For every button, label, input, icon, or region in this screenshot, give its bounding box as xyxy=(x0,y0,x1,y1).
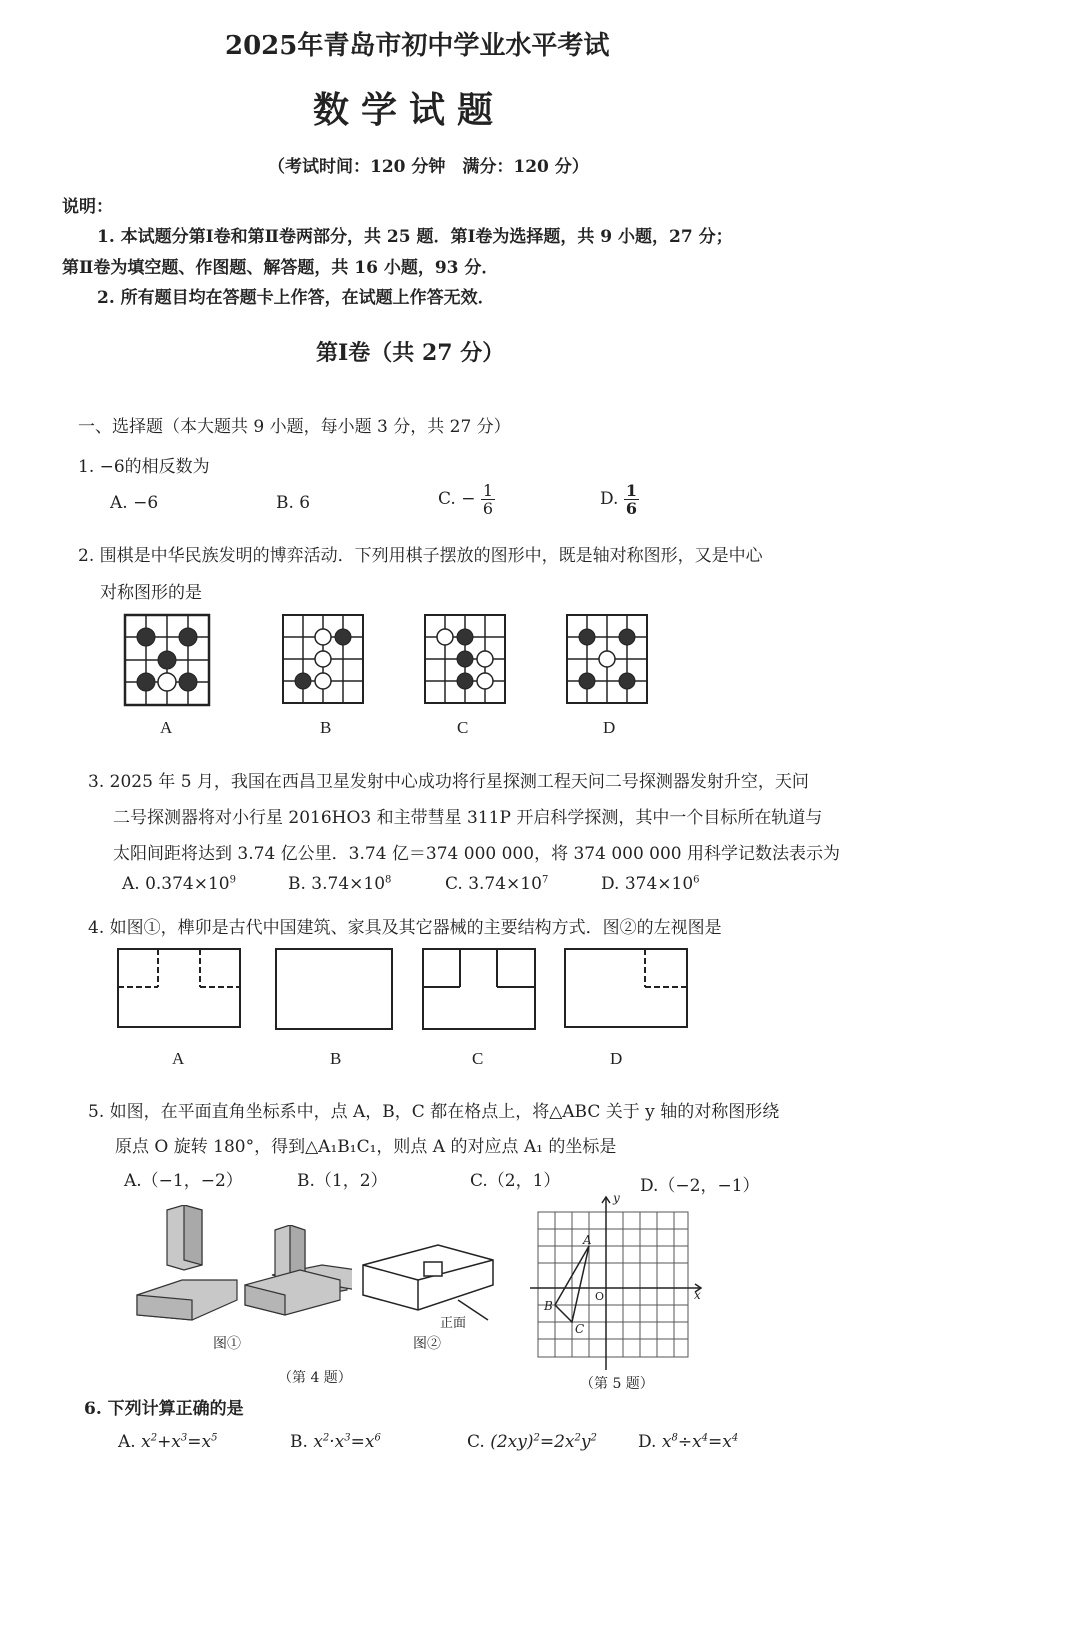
volume-title: 第Ⅰ卷（共 27 分） xyxy=(316,340,505,366)
q6-a-label: A. xyxy=(118,1432,136,1452)
q3-c-base: C. 3.74×10 xyxy=(445,874,542,894)
q1-option-d-fraction xyxy=(624,482,639,517)
q6-b-expr: $x^2\cdot x^3=x^6$ xyxy=(313,1432,381,1452)
q5-origin: O xyxy=(595,1290,605,1303)
q4-view-c xyxy=(423,949,535,1029)
q1-option-d-prefix: D. xyxy=(600,489,619,509)
q1-d-denominator: 6 xyxy=(625,499,637,518)
q5-stem-line2: 原点 O 旋转 180°，得到△A₁B₁C₁，则点 A 的对应点 A₁ 的坐标是 xyxy=(115,1137,617,1157)
q3-option-a xyxy=(122,874,236,894)
q4-stem: 4. 如图①，榫卯是古代中国建筑、家具及其它器械的主要结构方式．图②的左视图是 xyxy=(88,918,722,938)
q3-a-base: A. 0.374×10 xyxy=(122,874,230,894)
q5-point-a: A xyxy=(583,1233,592,1247)
q5-option-b: B.（1，2） xyxy=(297,1171,388,1191)
q5-stem-line1: 5. 如图，在平面直角坐标系中，点 A，B，C 都在格点上，将△ABC 关于 y 轴的对称图形绕 xyxy=(88,1102,780,1122)
q6-stem: 6. 下列计算正确的是 xyxy=(84,1399,244,1419)
q6-b-label: B. xyxy=(290,1432,308,1452)
q2-go-boards xyxy=(115,610,675,715)
q1-option-b: B. 6 xyxy=(276,493,311,513)
q1-option-c xyxy=(438,482,495,517)
q4-figure-1b xyxy=(240,1225,350,1320)
q6-option-b xyxy=(290,1432,381,1452)
q6-option-d xyxy=(638,1432,738,1452)
q3-option-c xyxy=(445,874,548,894)
q3-d-base: D. 374×10 xyxy=(601,874,694,894)
q1-c-numerator: 1 xyxy=(482,481,494,500)
q6-option-a xyxy=(118,1432,218,1452)
q4-view-a xyxy=(118,949,240,1027)
q3-stem-line3: 太阳间距将达到 3.74 亿公里．3.74 亿＝374 000 000，将 374 000 000 用科学记数法表示为 xyxy=(113,844,841,864)
q6-d-label: D. xyxy=(638,1432,657,1452)
q4-label-d: D xyxy=(610,1049,623,1068)
q3-option-d xyxy=(601,874,700,894)
section-title: 一、选择题（本大题共 9 小题，每小题 3 分，共 27 分） xyxy=(78,417,511,437)
instructions-label: 说明： xyxy=(62,197,113,217)
q4-left-view-options xyxy=(110,945,700,1035)
q4-figure-2-label: 图② xyxy=(413,1336,441,1352)
q4-label-c: C xyxy=(472,1049,484,1068)
go-board-a xyxy=(125,615,209,705)
q5-point-c: C xyxy=(575,1322,585,1336)
instructions-line1: 1. 本试题分第Ⅰ卷和第Ⅱ卷两部分，共 25 题．第Ⅰ卷为选择题，共 9 小题，27 分； xyxy=(97,227,733,247)
q3-d-exp: 6 xyxy=(693,874,700,886)
q4-figure-2 xyxy=(358,1240,508,1330)
q5-axis-x: x xyxy=(694,1288,701,1302)
go-board-b xyxy=(283,615,363,703)
q3-stem-line1: 3. 2025 年 5 月，我国在西昌卫星发射中心成功将行星探测工程天问二号探测器发射升空，天问 xyxy=(88,772,809,792)
q5-axis-y: y xyxy=(613,1191,620,1205)
q4-label-a: A xyxy=(172,1049,185,1068)
q3-c-exp: 7 xyxy=(541,874,549,886)
q2-label-a: A xyxy=(160,718,173,737)
subject-title: 数学试题 xyxy=(313,89,506,131)
go-board-d xyxy=(567,615,647,703)
q1-d-numerator: 1 xyxy=(625,481,637,500)
q6-option-c xyxy=(467,1432,597,1452)
q5-coordinate-grid xyxy=(525,1190,710,1375)
q3-a-exp: 9 xyxy=(229,874,237,886)
q3-b-base: B. 3.74×10 xyxy=(288,874,386,894)
exam-info: （考试时间：120 分钟 满分：120 分） xyxy=(268,157,589,177)
q3-b-exp: 8 xyxy=(385,874,392,886)
q2-stem-line2: 对称图形的是 xyxy=(100,583,202,603)
go-board-c xyxy=(425,615,505,703)
instructions-line1b: 第Ⅱ卷为填空题、作图题、解答题，共 16 小题，93 分． xyxy=(62,258,499,278)
q4-view-b xyxy=(276,949,392,1029)
q3-option-b xyxy=(288,874,391,894)
q5-option-d: D.（−2，−1） xyxy=(640,1176,760,1196)
q1-option-d xyxy=(600,482,639,517)
q4-view-d xyxy=(565,949,687,1027)
instructions-line2: 2. 所有题目均在答题卡上作答，在试题上作答无效． xyxy=(97,288,495,308)
q1-option-c-fraction xyxy=(481,482,495,517)
q6-d-expr: $x^8\div x^4=x^4$ xyxy=(661,1432,739,1452)
q2-label-d: D xyxy=(603,718,616,737)
q5-option-c: C.（2，1） xyxy=(470,1171,561,1191)
q4-label-b: B xyxy=(330,1049,342,1068)
q5-caption: （第 5 题） xyxy=(580,1376,654,1392)
q2-label-c: C xyxy=(457,718,469,737)
q1-option-a: A. −6 xyxy=(110,493,159,513)
q5-point-b: B xyxy=(544,1299,553,1313)
q3-stem-line2: 二号探测器将对小行星 2016HO3 和主带彗星 311P 开启科学探测，其中一个目标所在轨道与 xyxy=(113,808,823,828)
q4-figure-1-label: 图① xyxy=(213,1336,241,1352)
q5-option-a: A.（−1，−2） xyxy=(124,1171,243,1191)
q6-a-expr: $x^2+x^3=x^5$ xyxy=(141,1432,218,1452)
q1-c-denominator: 6 xyxy=(482,499,494,518)
q1-stem: 1. −6的相反数为 xyxy=(78,457,210,477)
q1-option-c-prefix: C. − xyxy=(438,489,476,509)
q2-label-b: B xyxy=(320,718,332,737)
exam-title: 2025年青岛市初中学业水平考试 xyxy=(225,31,610,61)
q4-front-label: 正面 xyxy=(440,1316,467,1331)
q2-stem-line1: 2. 围棋是中华民族发明的博弈活动．下列用棋子摆放的图形中，既是轴对称图形，又是中心 xyxy=(78,546,763,566)
q6-c-expr: $(2xy)^2=2x^2y^2$ xyxy=(490,1432,597,1452)
q6-c-label: C. xyxy=(467,1432,485,1452)
q4-caption: （第 4 题） xyxy=(278,1370,352,1386)
